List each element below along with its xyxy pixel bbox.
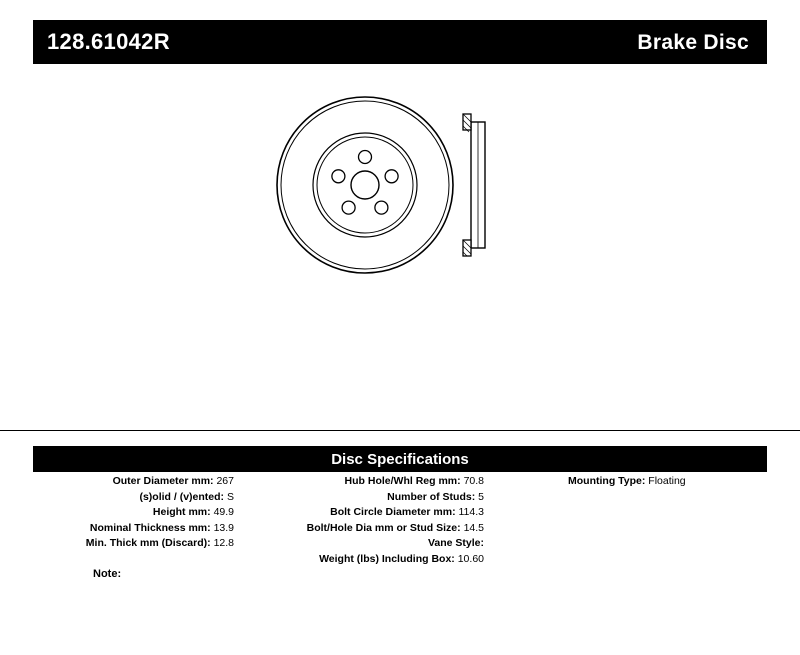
horizontal-divider: [0, 430, 800, 431]
spec-value: Floating: [648, 475, 686, 487]
spec-value: S: [226, 490, 234, 503]
spec-section-title: Disc Specifications: [33, 446, 767, 472]
spec-value: 267: [216, 475, 234, 487]
spec-row: [238, 505, 484, 521]
spec-label: Hub Hole/Whl Reg mm:: [344, 475, 461, 487]
spec-value: 5: [478, 490, 484, 503]
spec-label: Weight (lbs) Including Box:: [319, 552, 455, 565]
spec-label: Number of Studs:: [387, 490, 476, 503]
part-number: 128.61042R: [47, 29, 170, 54]
spec-value: 14.5: [463, 521, 484, 534]
spec-row: [238, 536, 484, 552]
rotor-edge-view: [463, 114, 485, 256]
header-bar: [33, 20, 767, 64]
spec-label: Mounting Type:: [568, 475, 646, 487]
spec-row: [238, 474, 484, 490]
spec-label: Vane Style:: [427, 537, 484, 549]
rotor-face-view: [277, 97, 453, 273]
spec-label: Outer Diameter mm:: [112, 475, 214, 487]
spec-label: Bolt Circle Diameter mm:: [330, 506, 456, 518]
note-row: [33, 568, 767, 580]
rotor-drawing-svg: [270, 95, 550, 295]
spec-label: Bolt/Hole Dia mm or Stud Size:: [306, 521, 461, 534]
spec-column-right: [488, 474, 767, 567]
spec-row: [33, 536, 234, 552]
spec-column-left: [33, 474, 238, 567]
spec-value: 114.3: [458, 506, 484, 518]
spec-label: (s)olid / (v)ented:: [139, 490, 225, 503]
spec-row: [238, 552, 484, 568]
spec-label: Min. Thick mm (Discard):: [85, 537, 211, 549]
spec-table: [33, 474, 767, 567]
spec-value: 12.8: [213, 537, 234, 549]
spec-row: [238, 490, 484, 506]
spec-row: [33, 474, 234, 490]
spec-value: 13.9: [213, 521, 234, 534]
spec-row: [568, 474, 767, 490]
spec-label: Height mm:: [152, 506, 211, 518]
spec-value: 10.60: [457, 552, 484, 565]
spec-column-middle: [238, 474, 488, 567]
technical-drawing: [270, 95, 550, 295]
spec-value: 70.8: [463, 475, 484, 487]
spec-row: [33, 505, 234, 521]
spec-row: [33, 490, 234, 506]
spec-value: 49.9: [213, 506, 234, 518]
spec-row: [33, 521, 234, 537]
page-title: Brake Disc: [637, 30, 749, 54]
spec-row: [238, 521, 484, 537]
note-label: Note:: [93, 568, 122, 580]
spec-label: Nominal Thickness mm:: [89, 521, 211, 534]
